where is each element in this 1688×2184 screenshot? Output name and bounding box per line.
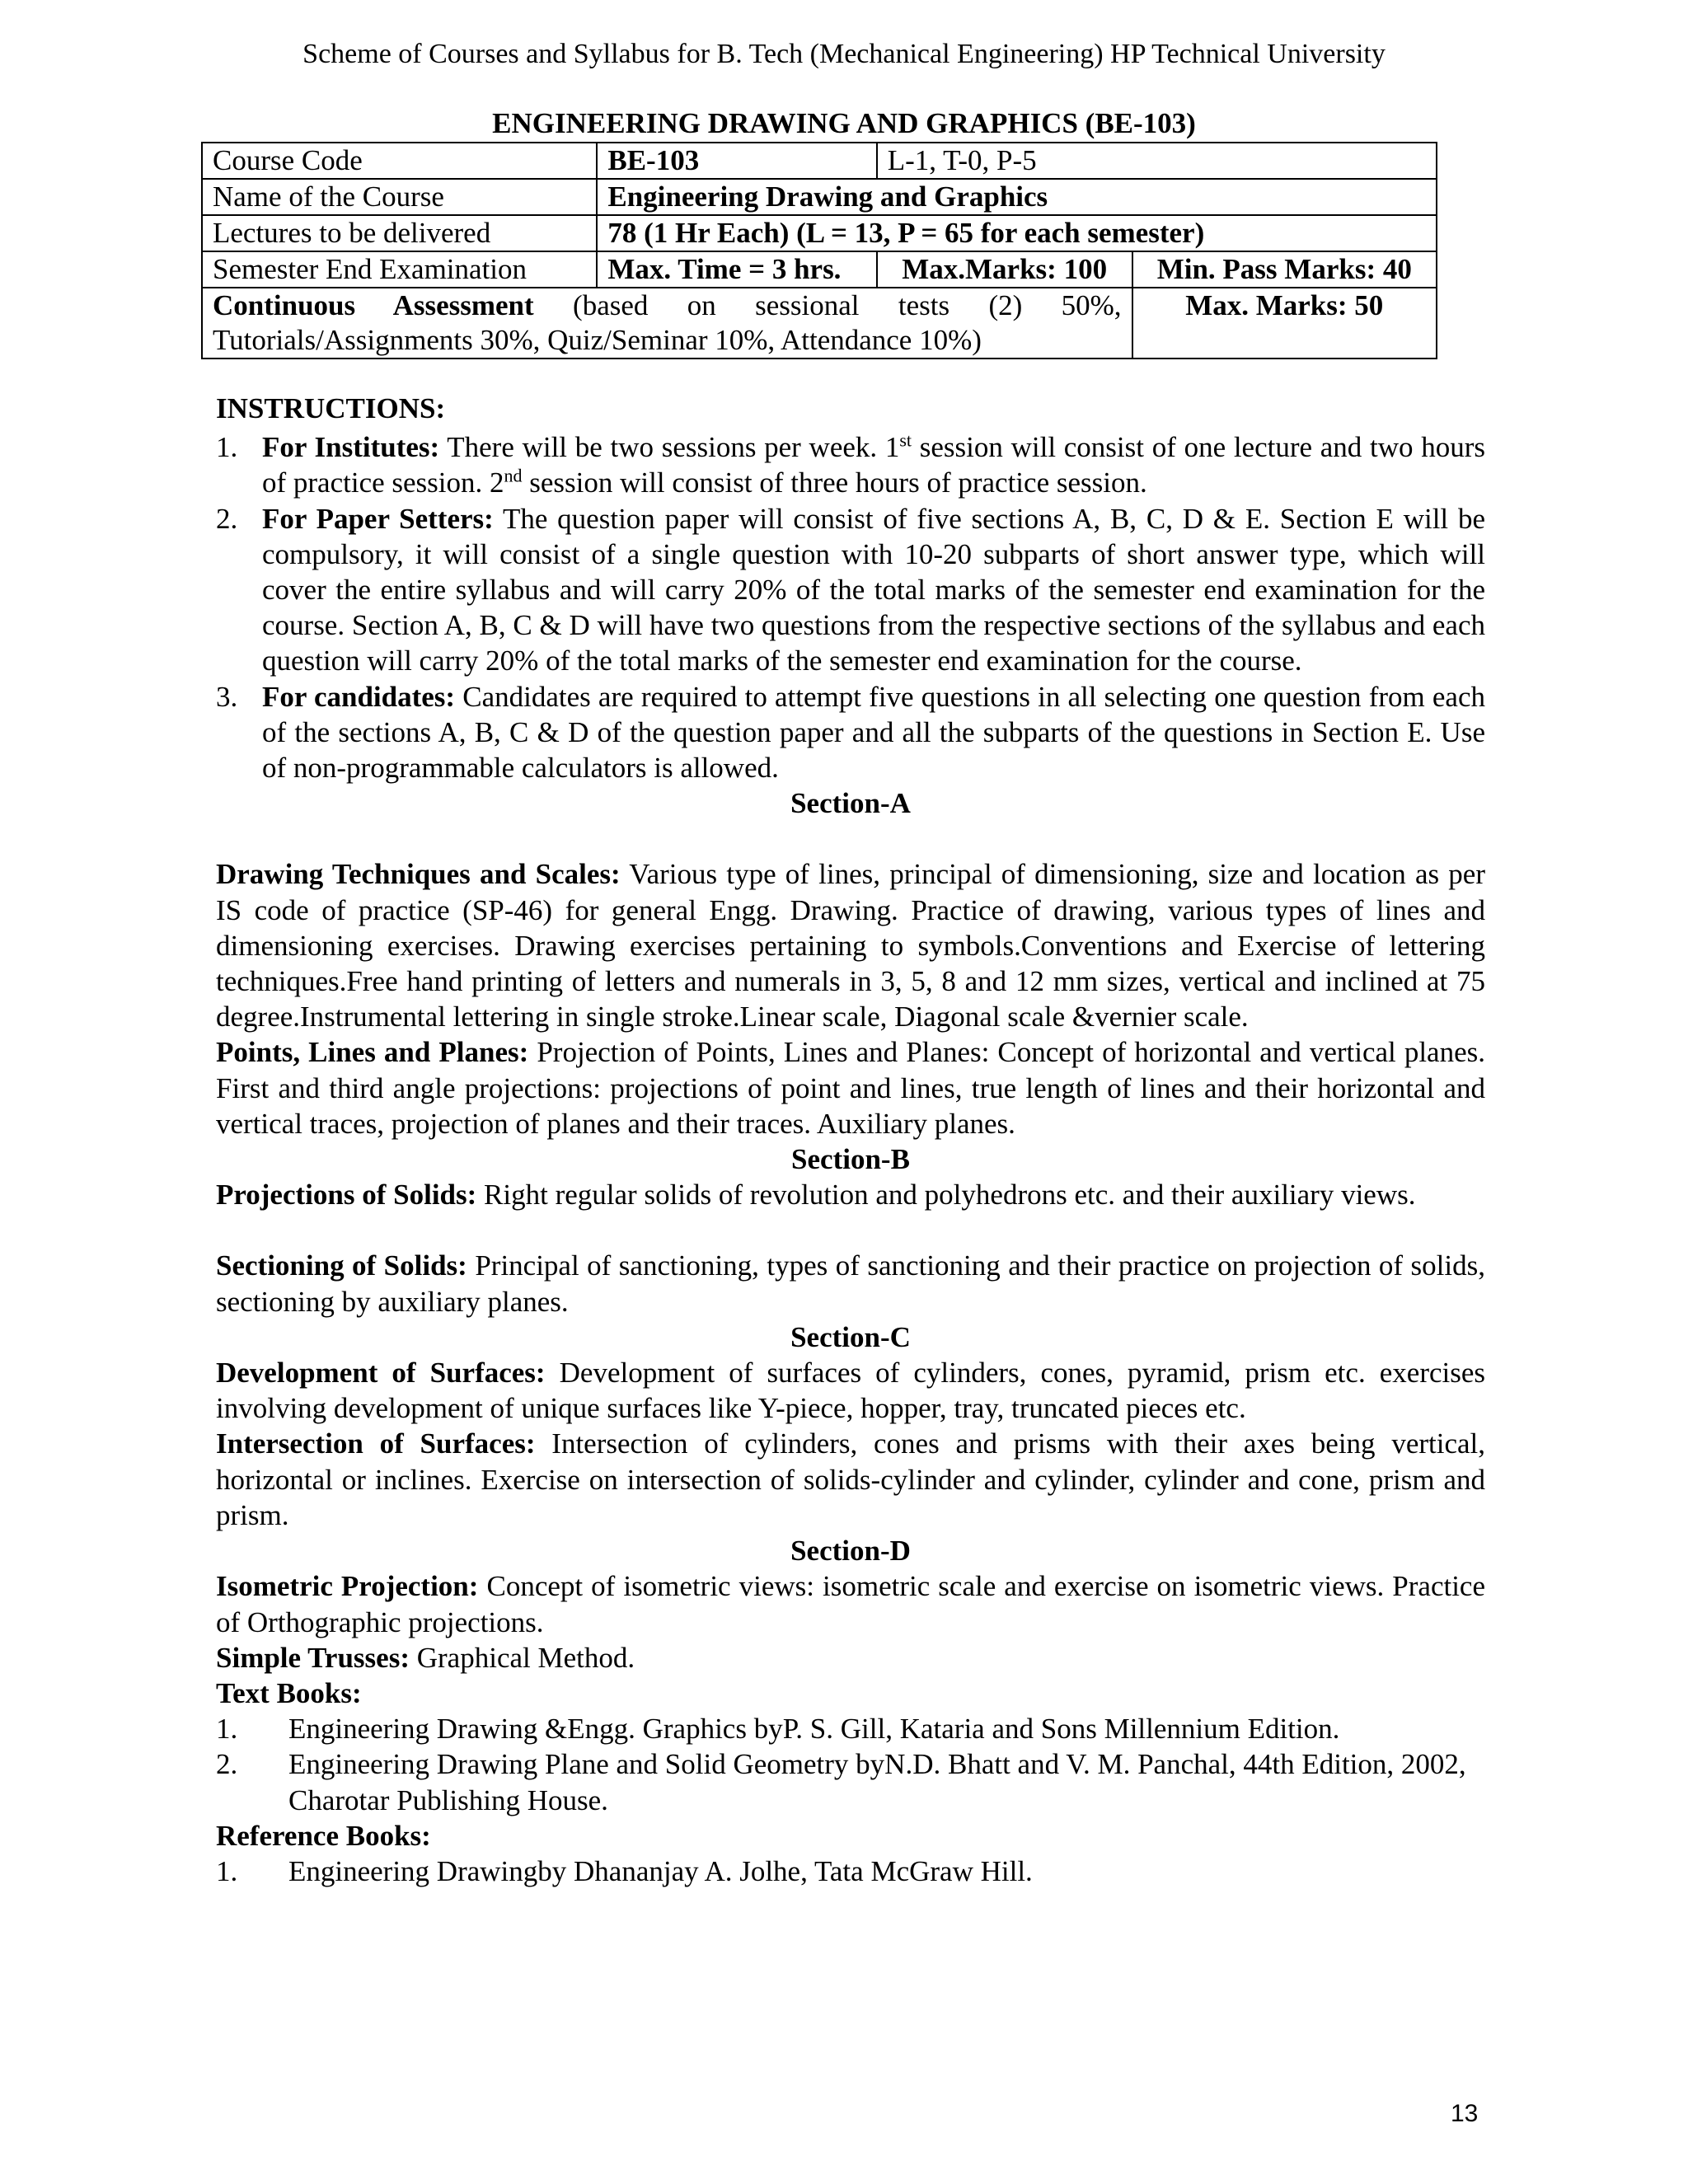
topic-lead: Isometric Projection:	[216, 1570, 479, 1603]
topic-lead: Drawing Techniques and Scales:	[216, 858, 621, 891]
text-books-list	[216, 1711, 1485, 1818]
intersection-of-surfaces-paragraph	[216, 1426, 1485, 1533]
course-info-table	[201, 142, 1437, 359]
section-d-title: Section-D	[790, 1535, 911, 1568]
list-number: 3.	[216, 680, 238, 713]
topic-text: Right regular solids of revolution and polyhedrons etc. and their auxiliary views.	[476, 1179, 1416, 1212]
list-item	[216, 1854, 1485, 1889]
table-row	[202, 251, 1437, 288]
isometric-projection-paragraph	[216, 1568, 1485, 1639]
topic-lead: Intersection of Surfaces:	[216, 1427, 536, 1460]
ltp-value: L-1, T-0, P-5	[877, 143, 1437, 179]
topic-text: Intersection of cylinders, cones and prisms with their axes being vertical, horizontal or inclines. Exercise on intersection of solids-cylinder and cylinder, cylinder and cone, prism and prism.	[216, 1427, 1485, 1531]
syllabus-body	[216, 391, 1485, 1889]
book-text: Engineering Drawing &Engg. Graphics byP. S. Gill, Kataria and Sons Millennium Edition.	[288, 1713, 1340, 1746]
topic-lead: Sectioning of Solids:	[216, 1249, 467, 1282]
instructions-list	[216, 429, 1485, 785]
section-a-title: Section-A	[790, 787, 911, 820]
topic-text: Graphical Method.	[410, 1641, 635, 1674]
book-text: Engineering Drawing Plane and Solid Geometry byN.D. Bhatt and V. M. Panchal, 44th Edition, 2002, Charotar Publishing House.	[288, 1748, 1466, 1816]
max-marks-value: Max.Marks: 100	[877, 251, 1132, 288]
exam-label: Semester End Examination	[202, 251, 597, 288]
projections-of-solids-paragraph	[216, 1177, 1485, 1212]
instruction-lead: For Paper Setters:	[262, 502, 494, 535]
topic-lead: Projections of Solids:	[216, 1179, 477, 1212]
list-number: 2.	[216, 1748, 238, 1781]
list-item	[216, 501, 1485, 679]
ca-marks-value: Max. Marks: 50	[1132, 288, 1437, 359]
topic-text: Concept of isometric views: isometric scale and exercise on isometric views. Practice of Orthographic projections.	[216, 1570, 1486, 1638]
ca-label: Continuous Assessment	[213, 289, 534, 321]
development-of-surfaces-paragraph	[216, 1355, 1485, 1426]
list-item	[216, 679, 1485, 786]
course-code-label: Course Code	[202, 143, 597, 179]
drawing-techniques-paragraph	[216, 856, 1485, 1034]
page-number: 13	[1451, 2100, 1479, 2127]
list-item	[216, 429, 1485, 500]
instruction-text: There will be two sessions per week. 1	[439, 431, 900, 464]
course-name-label: Name of the Course	[202, 179, 597, 215]
table-row	[202, 215, 1437, 251]
lectures-label: Lectures to be delivered	[202, 215, 597, 251]
continuous-assessment-cell	[202, 288, 1132, 359]
page-header: Scheme of Courses and Syllabus for B. Tech (Mechanical Engineering) HP Technical University	[302, 39, 1386, 69]
list-number: 2.	[216, 502, 238, 535]
table-row	[202, 143, 1437, 179]
text-books-heading: Text Books:	[216, 1676, 362, 1709]
course-title: ENGINEERING DRAWING AND GRAPHICS (BE-103)	[492, 107, 1196, 139]
reference-books-list	[216, 1854, 1485, 1889]
instruction-text: session will consist of three hours of practice session.	[522, 466, 1147, 499]
list-number: 1.	[216, 1713, 238, 1746]
reference-books-heading: Reference Books:	[216, 1819, 431, 1852]
instruction-text: session will consist of one lecture and two hours of practice session. 2	[262, 431, 1485, 499]
instruction-lead: For Institutes:	[262, 431, 440, 464]
table-row	[202, 288, 1437, 359]
topic-text: Development of surfaces of cylinders, cones, pyramid, prism etc. exercises involving development of unique surfaces like Y-piece, hopper, tray, truncated pieces etc.	[216, 1357, 1486, 1425]
lectures-value: 78 (1 Hr Each) (L = 13, P = 65 for each semester)	[597, 215, 1437, 251]
simple-trusses-paragraph	[216, 1640, 1485, 1675]
list-number: 1.	[216, 431, 238, 464]
list-number: 1.	[216, 1854, 238, 1887]
topic-text: Various type of lines, principal of dimensioning, size and location as per IS code of practice (SP-46) for general Engg. Drawing. Practice of drawing, various types of lines and dimensioning exercises. Drawing exercises pertaining to symbols.Conventions and Exercise of lettering techniques.Free hand printing of letters and numerals in 3, 5, 8 and 12 mm sizes, vertical and inclined at 75 degree.Instrumental lettering in single stroke.Linear scale, Diagonal scale &vernier scale.	[216, 858, 1485, 1033]
topic-text: Principal of sanctioning, types of sanctioning and their practice on projection of solids, sectioning by auxiliary planes.	[216, 1249, 1485, 1318]
topic-text: Projection of Points, Lines and Planes: Concept of horizontal and vertical planes. First and third angle projections: projections of point and lines, true length of lines and their horizontal and vertical traces, projection of planes and their traces. Auxiliary planes.	[216, 1036, 1485, 1140]
list-item	[216, 1746, 1485, 1817]
points-lines-planes-paragraph	[216, 1034, 1485, 1141]
instruction-lead: For candidates:	[262, 680, 456, 713]
ca-text: (based on sessional tests (2) 50%, Tutorials/Assignments 30%, Quiz/Seminar 10%, Attendance 10%)	[213, 289, 1122, 356]
superscript: nd	[504, 465, 523, 486]
superscript: st	[899, 429, 912, 451]
section-c-title: Section-C	[790, 1320, 911, 1353]
instructions-heading: INSTRUCTIONS:	[216, 392, 446, 424]
instruction-text: Candidates are required to attempt five questions in all selecting one question from each of the sections A, B, C & D of the question paper and all the subparts of the questions in Section E. Use of non-programmable calculators is allowed.	[262, 680, 1485, 785]
topic-lead: Simple Trusses:	[216, 1641, 410, 1674]
topic-lead: Development of Surfaces:	[216, 1357, 546, 1390]
list-item	[216, 1711, 1485, 1746]
course-code-value: BE-103	[597, 143, 876, 179]
min-pass-value: Min. Pass Marks: 40	[1132, 251, 1437, 288]
table-row	[202, 179, 1437, 215]
topic-lead: Points, Lines and Planes:	[216, 1036, 529, 1069]
section-b-title: Section-B	[791, 1143, 910, 1176]
sectioning-of-solids-paragraph	[216, 1248, 1485, 1319]
course-name-value: Engineering Drawing and Graphics	[597, 179, 1437, 215]
instruction-text: The question paper will consist of five sections A, B, C, D & E. Section E will be compulsory, it will consist of a single question with 10-20 subparts of short answer type, which will cover the entire syllabus and will carry 20% of the total marks of the semester end examination for the course. Section A, B, C & D will have two questions from the respective sections of the syllabus and each question will carry 20% of the total marks of the semester end examination for the course.	[262, 502, 1485, 677]
book-text: Engineering Drawingby Dhananjay A. Jolhe, Tata McGraw Hill.	[288, 1854, 1033, 1887]
max-time-value: Max. Time = 3 hrs.	[597, 251, 876, 288]
